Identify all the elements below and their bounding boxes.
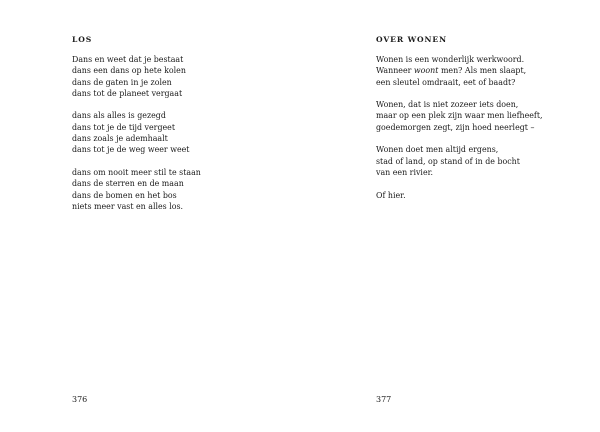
poem-title: LOS <box>72 35 93 44</box>
poem-line: Wanneer woont men? Als men slaapt, <box>376 66 527 76</box>
stanza <box>72 167 201 212</box>
poem-line: dans tot de planeet vergaat <box>72 88 183 98</box>
page-number: 376 <box>72 395 88 404</box>
emphasized-word: woont <box>413 66 439 76</box>
poem-line: dans de bomen en het bos <box>72 190 177 200</box>
page-number: 377 <box>376 395 392 404</box>
poem-line: Of hier. <box>376 190 406 200</box>
poem-body <box>376 54 543 212</box>
poem-line: Dans en weet dat je bestaat <box>72 55 184 64</box>
stanza <box>376 190 543 201</box>
stanza <box>72 110 201 155</box>
poem-line: dans de sterren en de maan <box>72 179 184 189</box>
poem-line: dans om nooit meer stil te staan <box>72 167 201 177</box>
poem-line: dans als alles is gezegd <box>72 111 166 121</box>
stanza <box>72 54 201 99</box>
stanza <box>376 99 543 133</box>
poem-line: dans tot je de tijd vergeet <box>72 122 176 132</box>
poem-line: dans tot je de weg weer weet <box>72 145 190 155</box>
right-page <box>300 0 600 432</box>
poem-line: dans de gaten in je zolen <box>72 77 172 87</box>
poem-line: goedemorgen zegt, zijn hoed neerlegt – <box>376 122 535 132</box>
poem-title: OVER WONEN <box>376 35 447 44</box>
poem-line: van een rivier. <box>376 167 434 177</box>
poem-body <box>72 54 201 223</box>
poem-line: maar op een plek zijn waar men liefheeft, <box>376 111 543 121</box>
poem-line: Wonen is een wonderlijk werkwoord. <box>376 55 525 64</box>
poem-line: niets meer vast en alles los. <box>72 201 184 211</box>
poem-line: een sleutel omdraait, eet of baadt? <box>376 77 516 87</box>
poem-line: dans een dans op hete kolen <box>72 66 186 76</box>
stanza <box>376 144 543 178</box>
stanza <box>376 54 543 88</box>
poem-line: Wonen, dat is niet zozeer iets doen, <box>376 100 519 110</box>
poem-line: dans zoals je ademhaalt <box>72 134 168 144</box>
poem-line: stad of land, op stand of in de bocht <box>376 156 520 166</box>
poem-line: Wonen doet men altijd ergens, <box>376 145 499 155</box>
